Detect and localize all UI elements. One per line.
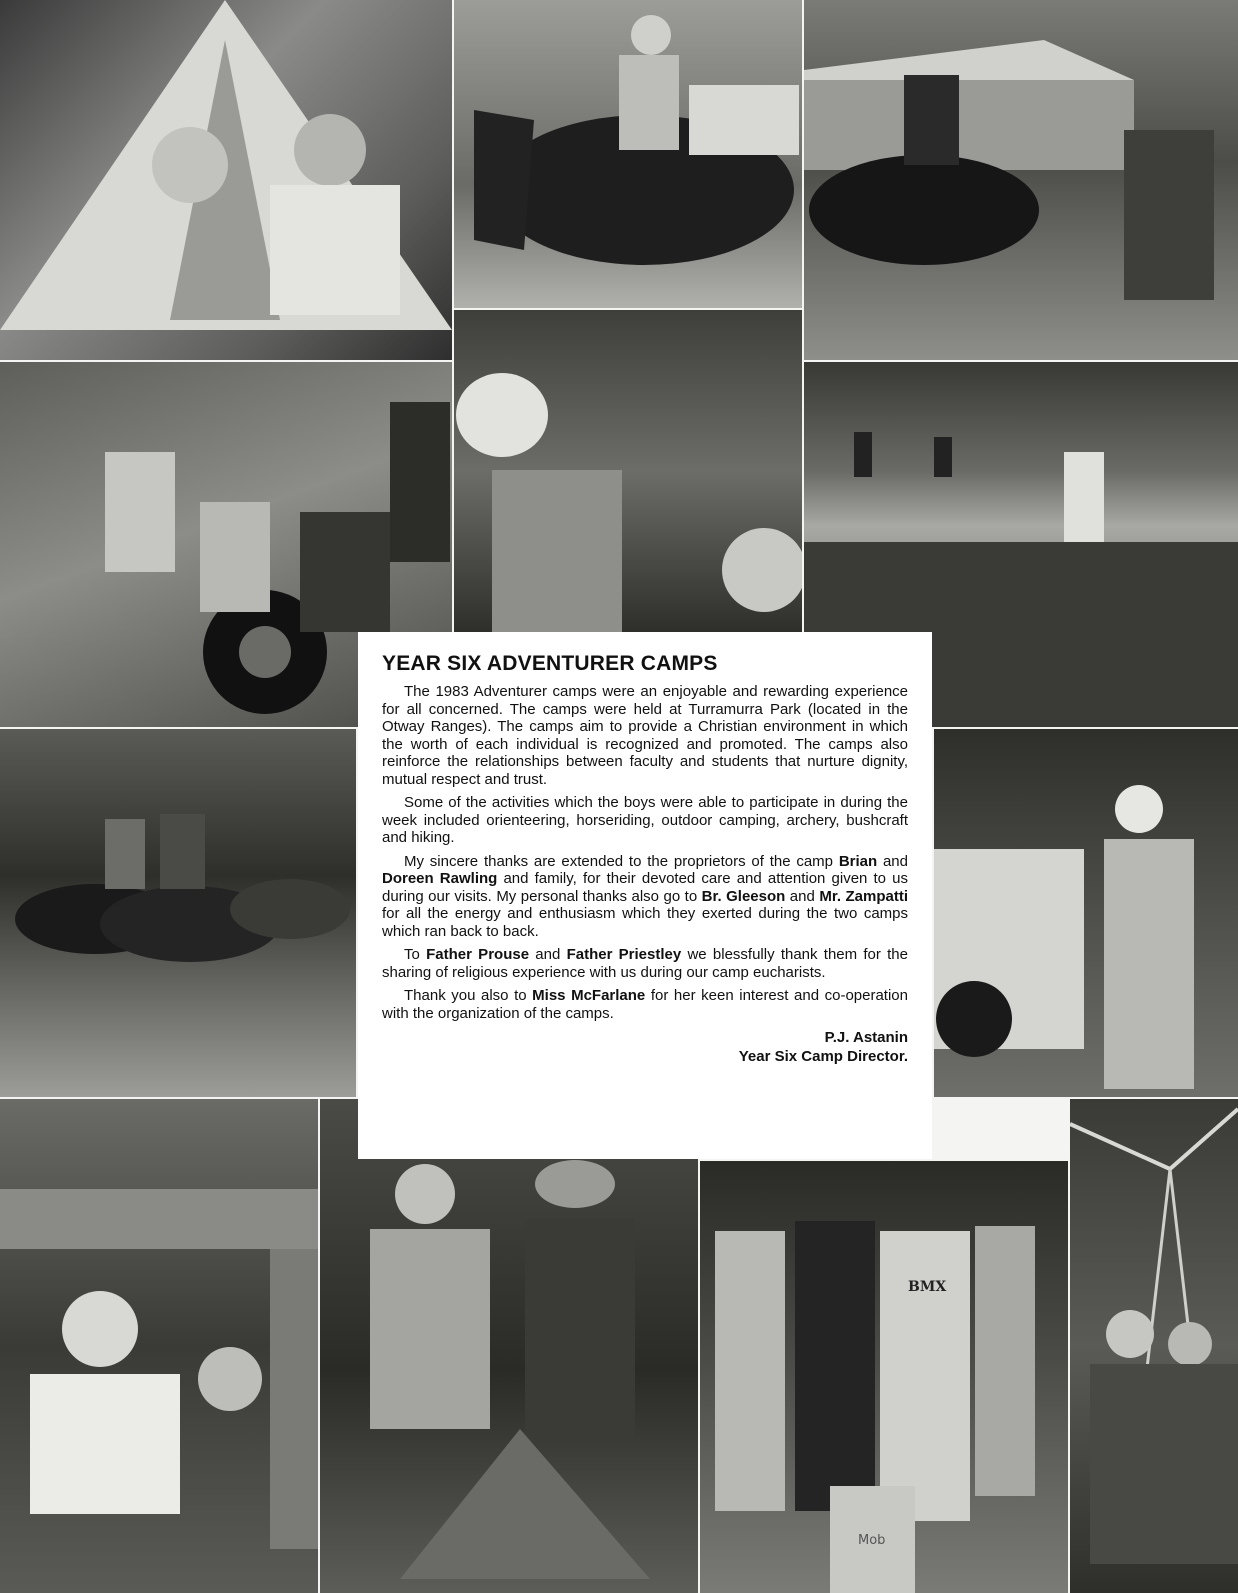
article-paragraph-thanks: My sincere thanks are extended to the proprietors of the camp Brian and Doreen Rawling and family, for their devoted care and attention given to us during our visits. My personal thanks also go to Br. Gleeson and Mr. Zampatti for all the energy and enthusiasm which they exerted during the two camps which ran back to back.: [382, 852, 908, 940]
article-paragraph-activities: Some of the activities which the boys were able to participate in during the week included orienteering, horseriding, outdoor camping, archery, bushcraft and hiking.: [382, 794, 908, 846]
name-miss-mcfarlane: Miss McFarlane: [532, 987, 646, 1004]
photo-boys-in-tent: [0, 0, 452, 360]
name-doreen-rawling: Doreen Rawling: [382, 870, 498, 887]
photo-rider-at-homestead: [804, 0, 1238, 360]
name-br-gleeson: Br. Gleeson: [701, 887, 786, 905]
photo-boy-in-cap: [454, 310, 802, 632]
name-father-priestley: Father Priestley: [566, 946, 682, 963]
signature-block: [382, 1028, 908, 1066]
photo-flying-fox: [1070, 1099, 1238, 1593]
photo-orienteering-group: [700, 1161, 1068, 1593]
name-brian: Brian: [838, 852, 878, 870]
signature-name: P.J. Astanin: [824, 1029, 908, 1046]
photo-boy-on-horse: [454, 0, 802, 308]
name-father-prouse: Father Prouse: [426, 946, 530, 963]
article-title: YEAR SIX ADVENTURER CAMPS: [382, 652, 718, 675]
photo-horse-trail-ride: [0, 729, 356, 1097]
photo-campfire: [320, 1099, 698, 1593]
bmx-badge-text: BMX: [908, 1279, 947, 1295]
photo-pushing-car: [934, 729, 1238, 1097]
signature-role: Year Six Camp Director.: [738, 1048, 908, 1065]
article-paragraph-mcfarlane: Thank you also to Miss McFarlane for her keen interest and co-operation with the organization of the camps.: [382, 987, 908, 1022]
bucket-text: Mob: [858, 1533, 886, 1548]
name-mr-zampatti: Mr. Zampatti: [819, 887, 908, 905]
photo-bush-shelter: [0, 1099, 318, 1593]
article-box: [358, 632, 932, 1159]
article-paragraph-intro: The 1983 Adventurer camps were an enjoyable and rewarding experience for all concerned. The camps were held at Turramurra Park (located in the Otway Ranges). The camps aim to provide a Christian environment in which the worth of each individual is recognized and promoted. The camps also reinforce the relationships between faculty and students that nurture dignity, mutual respect and trust.: [382, 683, 908, 788]
article-paragraph-fathers: To Father Prouse and Father Priestley we blessfully thank them for the sharing of religious experience with us during our camp eucharists.: [382, 946, 908, 981]
